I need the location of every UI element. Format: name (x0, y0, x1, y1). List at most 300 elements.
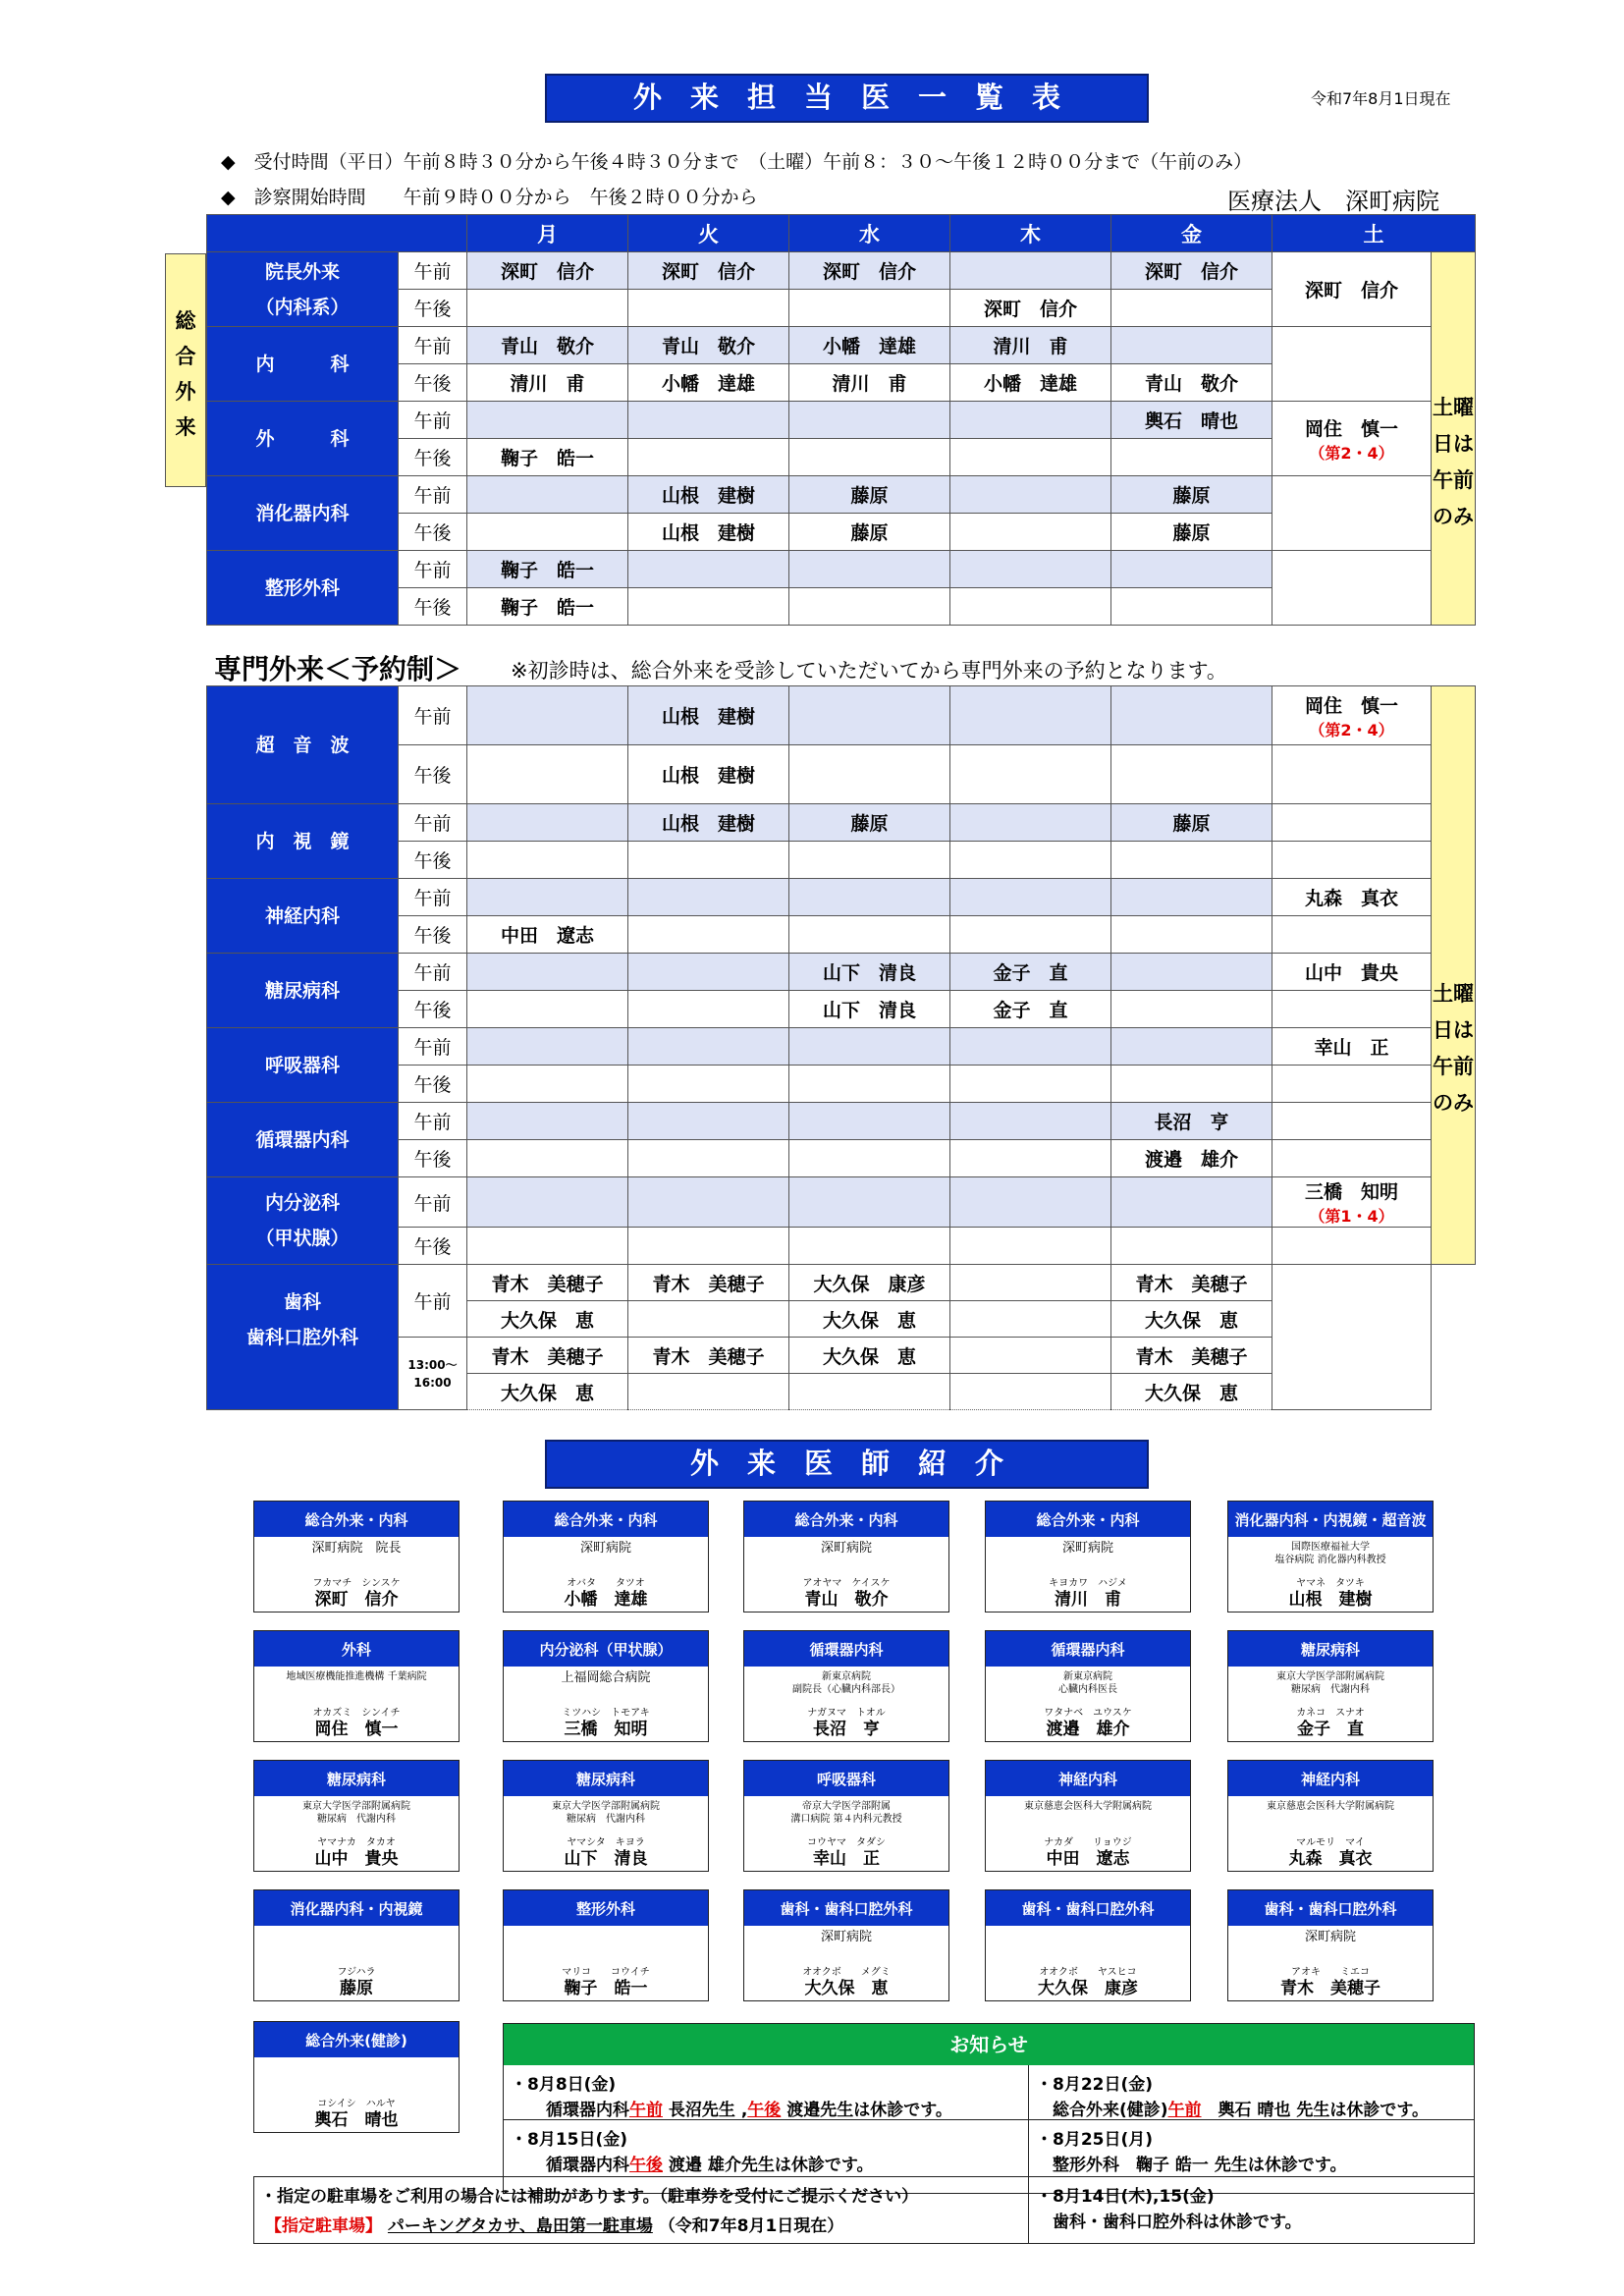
doctor-card (253, 1889, 460, 2001)
doctor-cell: 清川 甫 (467, 364, 628, 402)
doctor-cell: 鞠子 皓一 (467, 439, 628, 476)
header-blank (207, 215, 467, 252)
doctor-cell: 山根 建樹 (628, 804, 789, 842)
doctor-cell: 藤原 (789, 804, 950, 842)
doctor-cell (1111, 686, 1272, 745)
card-kana: ワタナベ ユウスケ (1044, 1708, 1132, 1719)
doctor-cell: 深町 信介 (628, 252, 789, 290)
card-name: 中田 遼志 (1046, 1849, 1130, 1869)
doctor-cell (628, 1228, 789, 1265)
doctor-card (253, 1630, 460, 1742)
card-name: 深町 信介 (314, 1590, 399, 1610)
card-kana: カネコ スナオ (1296, 1708, 1365, 1719)
card-hospital: 東京大学医学部附属病院 糖尿病 代謝内科 (302, 1801, 410, 1825)
saturday-cell: 岡住 慎一 （第2・4） (1272, 402, 1432, 476)
doctor-cell (628, 551, 789, 588)
doctor-cell: 大久保 恵 (789, 1301, 950, 1338)
pm-label: 午後 (399, 842, 467, 879)
doctor-cell: 青木 美穂子 (467, 1338, 628, 1374)
doctor-cell: 山根 建樹 (628, 745, 789, 804)
card-dept: 神経内科 (1228, 1761, 1433, 1796)
doctor-cell (628, 879, 789, 916)
doctor-cell (628, 1028, 789, 1066)
specialist-schedule-table (206, 685, 1476, 1410)
doctor-cell (789, 916, 950, 954)
parking-note: ・指定の駐車場をご利用の場合には補助があります。（駐車券を受付にご提示ください） (260, 2187, 919, 2207)
doctor-cell: 大久保 恵 (467, 1301, 628, 1338)
doctor-card (985, 1889, 1191, 2001)
doctor-cell (628, 290, 789, 327)
card-name: 長沼 亨 (813, 1720, 880, 1739)
dept-label: 糖尿病科 (207, 954, 399, 1028)
am-label: 午前 (399, 252, 467, 290)
doctor-cell (1111, 551, 1272, 588)
doctor-cell (950, 916, 1111, 954)
doctor-cell (628, 954, 789, 991)
doctor-cell: 小幡 達雄 (789, 327, 950, 364)
card-kana: オバタ タツオ (567, 1578, 645, 1589)
doctor-cell (467, 1066, 628, 1103)
card-name: 大久保 康彦 (1038, 1979, 1138, 1998)
card-hospital: 東京慈恵会医科大学附属病院 (1024, 1801, 1152, 1812)
card-kana: オオクボ ヤスヒコ (1039, 1967, 1137, 1978)
card-dept: 呼吸器科 (744, 1761, 948, 1796)
am-label: 午前 (399, 1103, 467, 1140)
card-kana: アオヤマ ケイスケ (802, 1578, 891, 1589)
pm-label: 午後 (399, 1066, 467, 1103)
doctor-cell: 深町 信介 (789, 252, 950, 290)
dept-label: 神経内科 (207, 879, 399, 954)
dept-label: 歯科 歯科口腔外科 (207, 1265, 399, 1410)
doctor-cell (1111, 327, 1272, 364)
saturday-pm-cell (1272, 991, 1432, 1028)
doctor-cell: 輿石 晴也 (1111, 402, 1272, 439)
doctor-cell: 青山 敬介 (628, 327, 789, 364)
doctor-cell (467, 476, 628, 514)
doctor-cell (628, 991, 789, 1028)
doctor-cell (1111, 1028, 1272, 1066)
card-kana: フカマチ シンスケ (312, 1578, 401, 1589)
pm-label: 午後 (399, 290, 467, 327)
doctor-cell (950, 1177, 1111, 1228)
dept-label: 消化器内科 (207, 476, 399, 551)
pm-label: 午後 (399, 439, 467, 476)
doctor-cell (789, 1028, 950, 1066)
card-kana: フジハラ (337, 1967, 376, 1978)
card-name: 渡邉 雄介 (1046, 1720, 1130, 1739)
doctor-cell (1111, 916, 1272, 954)
pm-label: 午後 (399, 745, 467, 804)
notice-4-date: ・8月25日(月) (1036, 2130, 1154, 2150)
card-dept: 総合外来・内科 (254, 1502, 459, 1537)
doctor-cell: 深町 信介 (950, 290, 1111, 327)
reception-hours: ◆ 受付時間（平日）午前８時３０分から午後４時３０分まで （土曜）午前８：３０～午後１２時００分まで（午前のみ） (221, 151, 1253, 173)
card-hospital: 地域医療機能推進機構 千葉病院 (286, 1671, 427, 1682)
card-kana: ナガヌマ トオル (807, 1708, 886, 1719)
dept-label: 外 科 (207, 402, 399, 476)
doctor-cell: 大久保 康彦 (789, 1265, 950, 1301)
card-dept: 整形外科 (504, 1890, 708, 1926)
doctor-cell (789, 1103, 950, 1140)
doctor-cell (1111, 745, 1272, 804)
card-name: 金子 直 (1297, 1720, 1364, 1739)
am-label: 午前 (399, 551, 467, 588)
card-dept: 総合外来・内科 (986, 1502, 1190, 1537)
card-hospital: 新東京病院 副院長（心臓内科部長） (792, 1671, 900, 1695)
doctor-cell (789, 686, 950, 745)
card-kana: コシイシ ハルヤ (317, 2099, 396, 2109)
notice-2-date: ・8月15日(金) (511, 2130, 628, 2150)
doctor-cell (467, 290, 628, 327)
doctor-cell (1111, 1177, 1272, 1228)
doctor-cell: 青山 敬介 (467, 327, 628, 364)
doctor-cell (789, 551, 950, 588)
card-name: 岡住 慎一 (314, 1720, 399, 1739)
doctor-cell: 藤原 (789, 514, 950, 551)
doctor-cell: 青山 敬介 (1111, 364, 1272, 402)
card-name: 小幡 達雄 (564, 1590, 648, 1610)
saturday-cell: 山中 貴央 (1272, 954, 1432, 991)
doctor-intro-title: 外 来 医 師 紹 介 (545, 1440, 1149, 1489)
card-name: 青木 美穂子 (1280, 1979, 1380, 1998)
notice-3-date: ・8月22日(金) (1036, 2075, 1154, 2095)
card-kana: オカズミ シンイチ (312, 1708, 401, 1719)
doctor-cell: 大久保 恵 (789, 1338, 950, 1374)
card-kana: ヤマネ タツキ (1296, 1578, 1365, 1589)
card-hospital: 深町病院 (1304, 1930, 1356, 1944)
doctor-cell (789, 439, 950, 476)
day-header: 木 (950, 215, 1111, 252)
card-kana: ヤマナカ タカオ (317, 1837, 396, 1848)
am-label: 午前 (399, 1265, 467, 1338)
doctor-cell (950, 686, 1111, 745)
am-label: 午前 (399, 476, 467, 514)
doctor-cell (467, 954, 628, 991)
card-hospital: 東京慈恵会医科大学附属病院 (1267, 1801, 1394, 1812)
general-schedule-table (206, 214, 1476, 626)
doctor-cell (467, 745, 628, 804)
page-title: 外 来 担 当 医 一 覧 表 (545, 74, 1149, 123)
doctor-cell: 大久保 恵 (1111, 1374, 1272, 1410)
dept-label: 院長外来 （内科系） (207, 252, 399, 327)
card-hospital: 深町病院 (820, 1930, 872, 1944)
notice-1-date: ・8月8日(金) (511, 2075, 617, 2095)
card-hospital: 深町病院 (820, 1541, 872, 1556)
bullet-icon: ◆ (221, 187, 236, 208)
saturday-pm-cell (1272, 745, 1432, 804)
doctor-cell: 青木 美穂子 (628, 1265, 789, 1301)
hospital-name: 医療法人 深町病院 (1227, 188, 1439, 215)
saturday-cell (1272, 1103, 1432, 1140)
card-dept: 神経内科 (986, 1761, 1190, 1796)
saturday-cell (1272, 1265, 1432, 1410)
card-kana: ミツハシ トモアキ (562, 1708, 650, 1719)
saturday-pm-cell (1272, 1140, 1432, 1177)
doctor-cell (467, 1228, 628, 1265)
doctor-cell (789, 1228, 950, 1265)
doctor-cell (950, 879, 1111, 916)
doctor-cell (1111, 1066, 1272, 1103)
card-hospital: 上福岡総合病院 (561, 1670, 651, 1685)
doctor-cell (628, 439, 789, 476)
dental-pm-time: 13:00～16:00 (399, 1338, 467, 1410)
card-name: 輿石 晴也 (314, 2110, 399, 2130)
doctor-cell (950, 1028, 1111, 1066)
doctor-card (1227, 1760, 1434, 1872)
saturday-am-only-note: 土曜日は午前のみ (1432, 252, 1476, 626)
card-name: 鞠子 皓一 (564, 1979, 648, 1998)
saturday-am-only-note: 土曜日は午前のみ (1432, 686, 1476, 1265)
doctor-cell (628, 916, 789, 954)
doctor-cell: 大久保 恵 (1111, 1301, 1272, 1338)
doctor-cell (950, 1140, 1111, 1177)
card-dept: 総合外来・内科 (744, 1502, 948, 1537)
doctor-cell (1111, 842, 1272, 879)
doctor-cell: 金子 直 (950, 954, 1111, 991)
doctor-cell: 深町 信介 (467, 252, 628, 290)
doctor-cell (628, 1301, 789, 1338)
doctor-cell: 長沼 亨 (1111, 1103, 1272, 1140)
doctor-cell (789, 1177, 950, 1228)
card-kana: アオキ ミエコ (1291, 1967, 1370, 1978)
doctor-cell: 青木 美穂子 (1111, 1265, 1272, 1301)
doctor-cell (1111, 588, 1272, 626)
card-dept: 歯科・歯科口腔外科 (986, 1890, 1190, 1926)
doctor-cell: 小幡 達雄 (950, 364, 1111, 402)
doctor-cell (950, 1103, 1111, 1140)
pm-label: 午後 (399, 916, 467, 954)
doctor-card (743, 1630, 949, 1742)
card-dept: 内分泌科（甲状腺） (504, 1631, 708, 1667)
card-dept: 歯科・歯科口腔外科 (1228, 1890, 1433, 1926)
specialist-title: 専門外来＜予約制＞ (214, 653, 462, 685)
doctor-cell (628, 842, 789, 879)
card-name: 青山 敬介 (804, 1590, 889, 1610)
card-kana: オオクボ メグミ (802, 1967, 891, 1978)
doctor-cell (628, 588, 789, 626)
doctor-cell (950, 1301, 1111, 1338)
doctor-cell (467, 514, 628, 551)
am-label: 午前 (399, 804, 467, 842)
notice-4-text: 整形外科 鞠子 皓一 先生は休診です。 (1053, 2156, 1347, 2175)
doctor-card (985, 1760, 1191, 1872)
card-dept: 総合外来(健診) (254, 2022, 459, 2057)
saturday-cell (1272, 551, 1432, 626)
doctor-cell: 藤原 (1111, 476, 1272, 514)
doctor-cell (950, 1228, 1111, 1265)
saturday-cell: 丸森 真衣 (1272, 879, 1432, 916)
doctor-cell: 青木 美穂子 (467, 1265, 628, 1301)
doctor-card (1227, 1630, 1434, 1742)
card-name: 丸森 真衣 (1288, 1849, 1373, 1869)
card-name: 幸山 正 (813, 1849, 880, 1869)
doctor-cell (950, 1374, 1111, 1410)
day-header: 金 (1111, 215, 1272, 252)
doctor-card (743, 1889, 949, 2001)
doctor-cell (950, 439, 1111, 476)
day-header: 水 (789, 215, 950, 252)
am-label: 午前 (399, 1028, 467, 1066)
doctor-cell: 山根 建樹 (628, 514, 789, 551)
card-name: 山根 建樹 (1288, 1590, 1373, 1610)
doctor-cell: 山根 建樹 (628, 686, 789, 745)
card-name: 山中 貴央 (314, 1849, 399, 1869)
card-kana: ヤマシタ キヨラ (567, 1837, 645, 1848)
doctor-cell: 鞠子 皓一 (467, 588, 628, 626)
doctor-cell (467, 842, 628, 879)
doctor-cell: 山下 清良 (789, 991, 950, 1028)
doctor-cell (950, 551, 1111, 588)
doctor-cell (950, 252, 1111, 290)
doctor-cell (1111, 290, 1272, 327)
saturday-cell: 深町 信介 (1272, 252, 1432, 327)
card-dept: 循環器内科 (744, 1631, 948, 1667)
card-name: 藤原 (340, 1979, 373, 1998)
card-kana: ナカダ リョウジ (1044, 1837, 1132, 1848)
am-label: 午前 (399, 1177, 467, 1228)
am-label: 午前 (399, 402, 467, 439)
doctor-cell (789, 402, 950, 439)
doctor-cell (950, 476, 1111, 514)
doctor-cell (950, 842, 1111, 879)
saturday-cell: 三橋 知明 （第1・4） (1272, 1177, 1432, 1228)
am-label: 午前 (399, 879, 467, 916)
bullet-icon: ◆ (221, 151, 236, 173)
doctor-cell (789, 842, 950, 879)
doctor-cell (628, 1103, 789, 1140)
card-dept: 消化器内科・内視鏡 (254, 1890, 459, 1926)
doctor-cell (467, 1103, 628, 1140)
doctor-card (1227, 1889, 1434, 2001)
doctor-card (503, 1760, 709, 1872)
card-name: 大久保 恵 (804, 1979, 889, 1998)
specialist-note: ※初診時は、総合外来を受診していただいてから専門外来の予約となります。 (511, 659, 1227, 683)
card-name: 三橋 知明 (564, 1720, 648, 1739)
doctor-cell (789, 1140, 950, 1177)
notice-3-text: 総合外来(健診)午前 輿石 晴也 先生は休診です。 (1053, 2101, 1430, 2120)
parking-lots: 【指定駐車場】 パーキングタカサ、島田第一駐車場 （令和7年8月1日現在） (265, 2216, 844, 2236)
day-header: 土 (1272, 215, 1476, 252)
doctor-card (985, 1501, 1191, 1613)
doctor-cell (1111, 879, 1272, 916)
card-dept: 総合外来・内科 (504, 1502, 708, 1537)
day-header: 月 (467, 215, 628, 252)
saturday-pm-cell (1272, 1228, 1432, 1265)
card-hospital: 東京大学医学部附属病院 糖尿病 代謝内科 (1276, 1671, 1384, 1695)
doctor-cell (467, 402, 628, 439)
pm-label: 午後 (399, 364, 467, 402)
doctor-cell (789, 1066, 950, 1103)
card-kana: マルモリ マイ (1296, 1837, 1365, 1848)
saturday-cell: 岡住 慎一 （第2・4） (1272, 686, 1432, 745)
doctor-cell (950, 745, 1111, 804)
notice-divider-v (1028, 2065, 1029, 2194)
card-dept: 歯科・歯科口腔外科 (744, 1890, 948, 1926)
doctor-cell: 清川 甫 (950, 327, 1111, 364)
card-dept: 糖尿病科 (254, 1761, 459, 1796)
card-hospital: 深町病院 (1061, 1541, 1113, 1556)
doctor-cell (789, 1374, 950, 1410)
pm-label: 午後 (399, 588, 467, 626)
card-dept: 糖尿病科 (1228, 1631, 1433, 1667)
card-kana: コウヤマ タダシ (807, 1837, 886, 1848)
doctor-cell (467, 1140, 628, 1177)
doctor-card (253, 1501, 460, 1613)
doctor-cell (467, 879, 628, 916)
dept-label: 超 音 波 (207, 686, 399, 804)
doctor-cell (1111, 1228, 1272, 1265)
card-dept: 消化器内科・内視鏡・超音波 (1228, 1502, 1433, 1537)
card-dept: 外科 (254, 1631, 459, 1667)
exam-start-hours: ◆ 診察開始時間 午前９時００分から 午後２時００分から (221, 187, 758, 208)
doctor-cell (467, 991, 628, 1028)
doctor-cell (467, 686, 628, 745)
doctor-cell: 山根 建樹 (628, 476, 789, 514)
saturday-pm-cell (1272, 842, 1432, 879)
doctor-cell (628, 402, 789, 439)
card-name: 清川 甫 (1055, 1590, 1121, 1610)
notice-1-text: 循環器内科午前 長沼先生 ,午後 渡邉先生は休診です。 (546, 2101, 952, 2120)
doctor-cell (1111, 439, 1272, 476)
doctor-cell: 山下 清良 (789, 954, 950, 991)
doctor-card (503, 1630, 709, 1742)
doctor-cell (628, 1177, 789, 1228)
am-label: 午前 (399, 954, 467, 991)
am-label: 午前 (399, 327, 467, 364)
card-hospital: 帝京大学医学部附属 溝口病院 第４内科元教授 (790, 1801, 902, 1825)
pm-label: 午後 (399, 514, 467, 551)
doctor-cell: 青木 美穂子 (628, 1338, 789, 1374)
doctor-card (503, 1889, 709, 2001)
card-kana: キヨカワ ハジメ (1049, 1578, 1127, 1589)
doctor-cell (950, 1338, 1111, 1374)
doctor-cell (789, 588, 950, 626)
doctor-card (985, 1630, 1191, 1742)
notice-title: お知らせ (504, 2024, 1474, 2065)
pm-label: 午後 (399, 1228, 467, 1265)
card-hospital: 新東京病院 心臓内科医長 (1058, 1671, 1117, 1695)
doctor-cell: 小幡 達雄 (628, 364, 789, 402)
doctor-cell (950, 514, 1111, 551)
doctor-cell (628, 1140, 789, 1177)
doctor-card (253, 2021, 460, 2133)
doctor-cell: 藤原 (1111, 804, 1272, 842)
saturday-cell (1272, 476, 1432, 551)
saturday-pm-cell (1272, 916, 1432, 954)
doctor-card (503, 1501, 709, 1613)
card-hospital: 東京大学医学部附属病院 糖尿病 代謝内科 (552, 1801, 660, 1825)
card-dept: 糖尿病科 (504, 1761, 708, 1796)
doctor-cell: 金子 直 (950, 991, 1111, 1028)
doctor-cell (950, 1265, 1111, 1301)
doctor-card (1227, 1501, 1434, 1613)
as-of-date: 令和7年8月1日現在 (1311, 89, 1451, 108)
doctor-cell (950, 588, 1111, 626)
doctor-card (743, 1760, 949, 1872)
dept-label: 内 科 (207, 327, 399, 402)
doctor-cell (950, 402, 1111, 439)
doctor-cell (789, 879, 950, 916)
dept-label: 循環器内科 (207, 1103, 399, 1177)
notice-2-text: 循環器内科午後 渡邉 雄介先生は休診です。 (546, 2156, 874, 2175)
doctor-cell: 深町 信介 (1111, 252, 1272, 290)
pm-label: 午後 (399, 1140, 467, 1177)
doctor-cell: 大久保 恵 (467, 1374, 628, 1410)
doctor-cell: 鞠子 皓一 (467, 551, 628, 588)
doctor-cell: 渡邉 雄介 (1111, 1140, 1272, 1177)
am-label: 午前 (399, 686, 467, 745)
doctor-cell: 藤原 (1111, 514, 1272, 551)
